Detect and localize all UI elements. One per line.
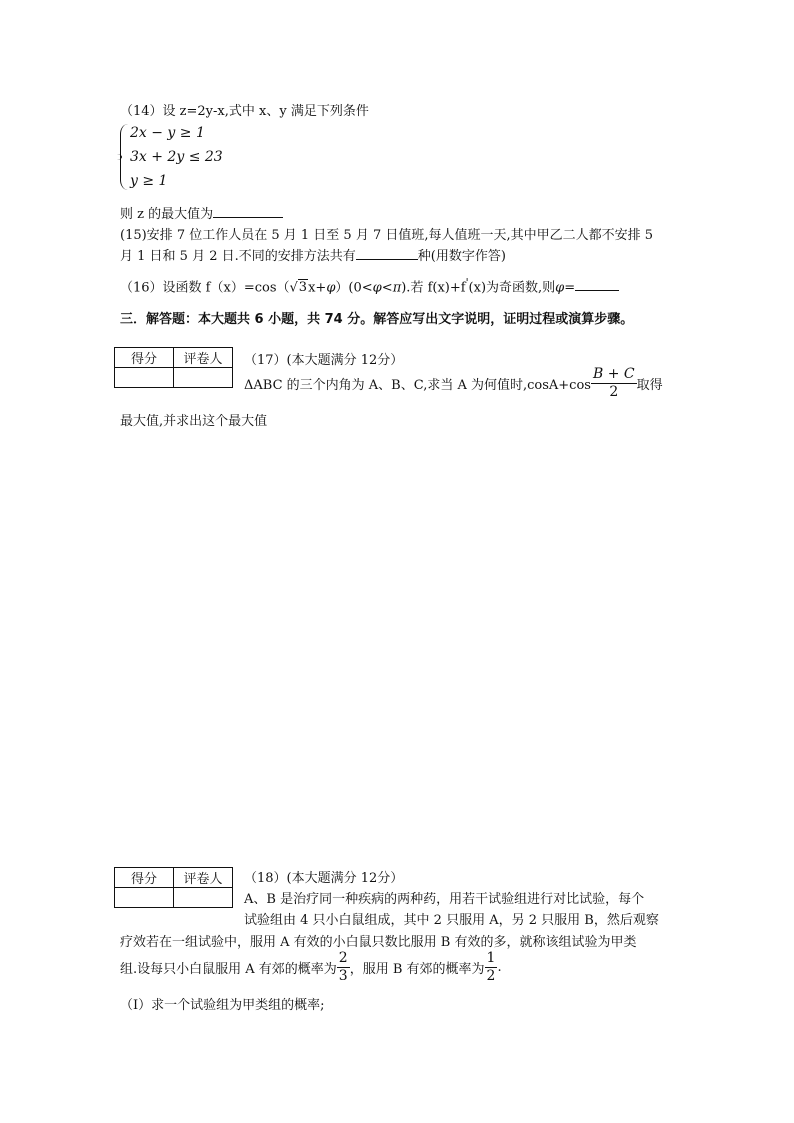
q14-condition-1: 2x − y ≥ 1 — [130, 125, 205, 141]
q17-line-1-b: 取得 — [636, 378, 663, 393]
sqrt-symbol: √ — [289, 280, 298, 296]
q18-fraction-a-denominator: 3 — [338, 968, 348, 984]
q15-line-2-a: 月 1 日和 5 月 2 日.不同的安排方法共有 — [120, 249, 356, 264]
q17-line-1 — [244, 366, 663, 401]
q16-part-g: = — [564, 280, 576, 296]
q14-intro: （14）设 z=2y-x,式中 x、y 满足下列条件 — [120, 104, 369, 119]
q18-grader-cell[interactable] — [174, 888, 233, 908]
q17-score-table — [114, 347, 233, 388]
q17-line-2: 最大值,并求出这个最大值 — [120, 414, 268, 429]
q18-fraction-b — [485, 950, 498, 985]
q17-grader-cell[interactable] — [174, 368, 233, 388]
q18-line-4 — [120, 950, 502, 985]
q18-line-1: A、B 是治疗同一种疾病的两种药，用若干试验组进行对比试验，每个 — [244, 892, 645, 907]
q16-phi-3: φ — [555, 280, 565, 296]
q16-part-b: x+ — [308, 280, 327, 296]
q14-answer-blank[interactable] — [213, 205, 283, 218]
q16-phi-1: φ — [326, 280, 336, 296]
q18-line-3: 疗效若在一组试验中，服用 A 有效的小白鼠只数比服用 B 有效的多，就称该组试验为甲类 — [120, 935, 637, 950]
q15-line-2 — [120, 245, 506, 264]
q17-grader-header: 评卷人 — [174, 348, 233, 368]
q15-line-1: (15)安排 7 位工作人员在 5 月 1 日至 5 月 7 日值班,每人值班一天,其中甲乙二人都不安排 5 — [120, 228, 654, 243]
q18-part-1: （Ⅰ）求一个试验组为甲类组的概率; — [120, 998, 325, 1013]
q14-condition-3: y ≥ 1 — [130, 173, 168, 189]
q18-grader-header: 评卷人 — [174, 868, 233, 888]
q16-part-f: (x)为奇函数,则 — [468, 280, 556, 296]
q14-ask — [120, 203, 283, 222]
q16-answer-blank[interactable] — [575, 278, 619, 291]
q18-fraction-b-numerator: 1 — [486, 950, 496, 966]
q14-ask-text: 则 z 的最大值为 — [120, 207, 214, 222]
q16-part-e: ).若 f(x)+f — [401, 280, 466, 296]
q17-score-cell[interactable] — [115, 368, 174, 388]
q17-score-header: 得分 — [115, 348, 174, 368]
q17-fraction-numerator: B + C — [592, 366, 635, 382]
q16-part-d: < — [381, 280, 393, 296]
q18-score-cell[interactable] — [115, 888, 174, 908]
q16-pi: π — [392, 280, 402, 296]
q16-sqrt-number: 3 — [298, 280, 308, 296]
q16-phi-2: φ — [372, 280, 382, 296]
q17-title: （17）(本大题满分 12分） — [244, 353, 404, 368]
q18-title: （18）(本大题满分 12分） — [244, 871, 404, 886]
q14-condition-2: 3x + 2y ≤ 23 — [130, 149, 223, 165]
q16-part-a: （16）设函数 f（x）=cos（ — [120, 280, 290, 296]
q18-line-4-b: ，服用 B 有郊的概率为 — [349, 962, 485, 977]
system-brace — [120, 124, 129, 190]
q15-line-2-b: 种(用数字作答) — [417, 249, 506, 264]
q18-fraction-b-denominator: 2 — [486, 968, 496, 984]
q18-score-table — [114, 867, 233, 908]
q18-line-2: 试验组由 4 只小白鼠组成，其中 2 只服用 A，另 2 只服用 B，然后观察 — [244, 913, 659, 928]
q18-line-4-a: 组.设每只小白鼠服用 A 有郊的概率为 — [120, 962, 337, 977]
q16-prime: ' — [465, 276, 469, 289]
section-3-heading: 三．解答题：本大题共 6 小题，共 74 分。解答应写出文字说明，证明过程或演算步骤。 — [120, 312, 634, 327]
q18-score-header: 得分 — [115, 868, 174, 888]
q17-line-1-a: ΔABC 的三个内角为 A、B、C,求当 A 为何值时,cosA+cos — [244, 378, 591, 393]
q15-answer-blank[interactable] — [356, 247, 418, 260]
q16-line — [120, 276, 619, 295]
q18-line-4-c: . — [497, 960, 502, 975]
q18-fraction-a-numerator: 2 — [338, 950, 348, 966]
q18-fraction-a — [337, 950, 350, 985]
q17-fraction-denominator: 2 — [609, 384, 619, 400]
q16-part-c: ）(0< — [335, 280, 373, 296]
q17-fraction — [591, 366, 637, 401]
